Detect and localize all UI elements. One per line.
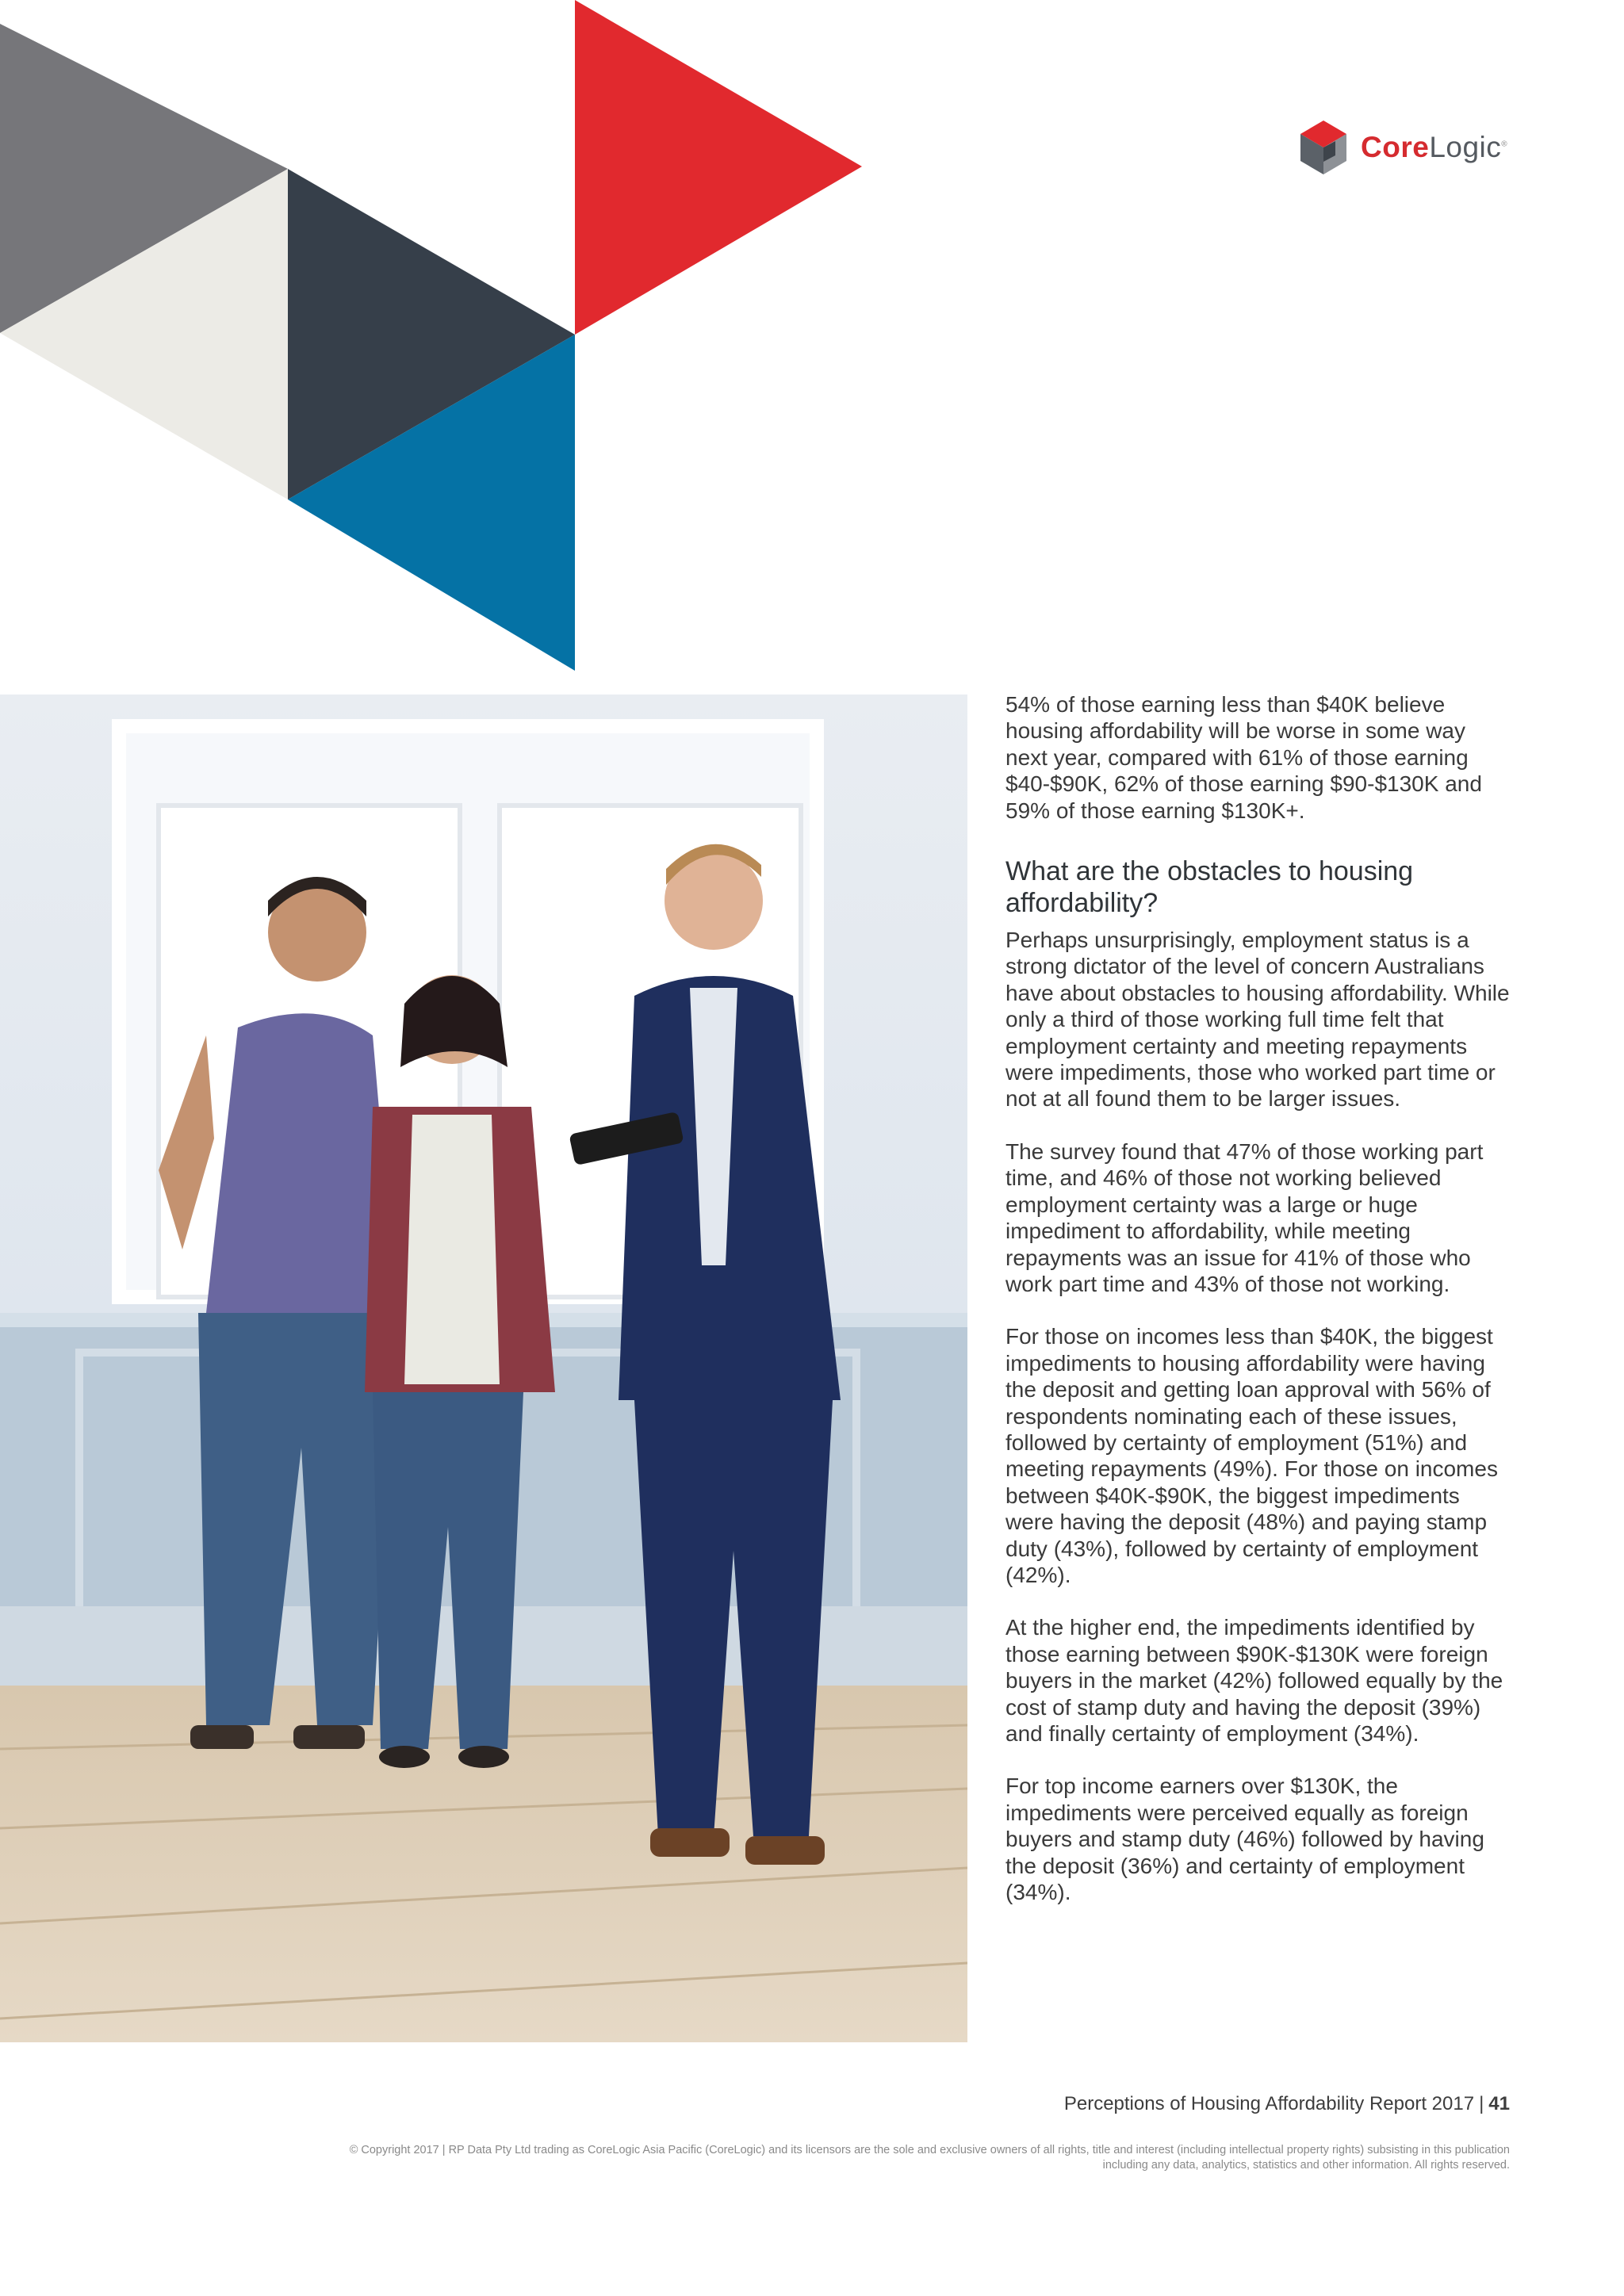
page-number: 41 xyxy=(1488,2093,1510,2114)
intro-paragraph: 54% of those earning less than $40K believe housing affordability will be worse in some way next year, compared with 61% of those earning $40-$90K, 62% of those earning $90-$130K and 59% of those earning $130K+. xyxy=(1005,692,1482,823)
paragraph-top-incomes: For top income earners over $130K, the impediments were perceived equally as foreign buyers and stamp duty (46%) followed by having the deposit (36%) and certainty of employment (34%). xyxy=(1005,1774,1484,1905)
paragraph-survey-findings: The survey found that 47% of those working part time, and 46% of those not working believed employment certainty was a large or huge impediment to affordability, while meeting repayments was an issue for 41% of those who work part time and 43% of those not working. xyxy=(1005,1138,1484,1296)
paragraph-higher-incomes: At the higher end, the impediments identified by those earning between $90K-$130K were foreign buyers in the market (42%) followed equally by the cost of stamp duty and having the deposit (39%) and finally certainty of employment (34%). xyxy=(1005,1615,1503,1746)
section-heading: What are the obstacles to housing affordability? xyxy=(1005,856,1414,919)
paragraph-employment-status: Perhaps unsurprisingly, employment status is a strong dictator of the level of concern Australians have about obstacles to housing affordability. While only a third of those working full time felt that employment certainty and meeting repayments were impediments, those who worked part time or not at all found them to be larger issues. xyxy=(1005,928,1510,1112)
triangle-mosaic-graphic xyxy=(0,0,872,682)
corelogic-logo xyxy=(1297,117,1508,178)
footer-report-title xyxy=(1064,2093,1510,2115)
article-body xyxy=(1005,691,1513,1931)
paragraph-low-incomes: For those on incomes less than $40K, the biggest impediments to housing affordability were having the deposit and getting loan approval with 56% of respondents nominating each of these issues, followed by certainty of employment (51%) and meeting repayments (49%). For those on incomes between $40K-$90K, the biggest impediments were having the deposit (48%) and paying stamp duty (43%), followed by certainty of employment (42%). xyxy=(1005,1324,1498,1587)
photo-couple-with-agent xyxy=(0,695,967,2042)
red-triangle xyxy=(575,0,862,335)
copyright-notice: © Copyright 2017 | RP Data Pty Ltd trading as CoreLogic Asia Pacific (CoreLogic) and its licensors are the sole and exclusive owners of all rights, title and interest (including intellectual property rights) subsisting in this publication including any data, analytics, statistics and other information. All rights reserved. xyxy=(349,2144,1510,2172)
report-title: Perceptions of Housing Affordability Report 2017 xyxy=(1063,2093,1475,2114)
corelogic-wordmark: CoreLogic® xyxy=(1361,131,1508,163)
title-separator: | xyxy=(1479,2093,1484,2114)
corelogic-cube-icon xyxy=(1297,119,1350,176)
